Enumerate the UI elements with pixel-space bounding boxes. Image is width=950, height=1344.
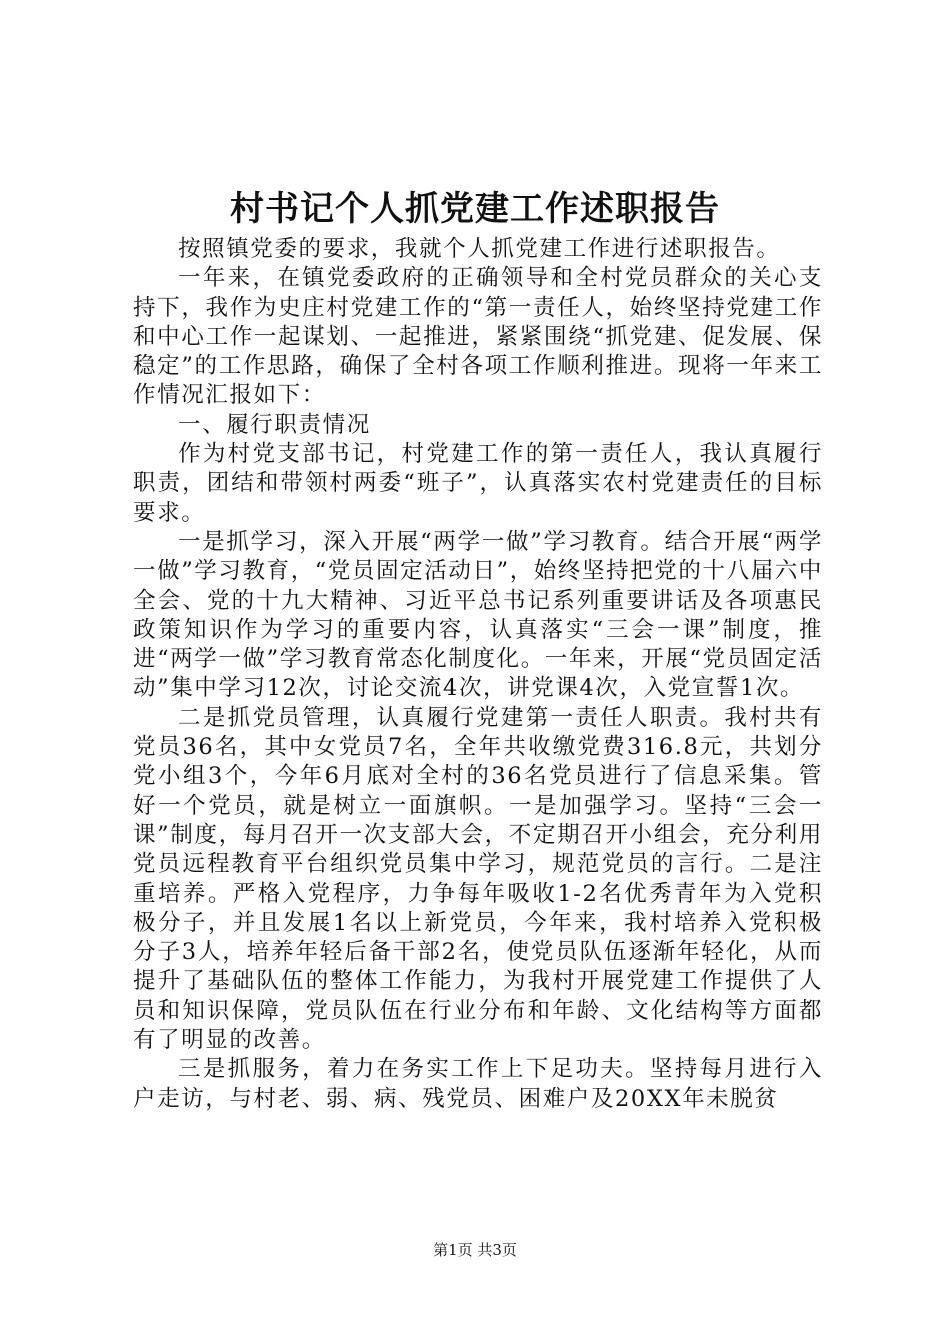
document-body bbox=[133, 235, 823, 1114]
page-number: 第1页 共3页 bbox=[433, 1241, 517, 1259]
paragraph-duties: 作为村党支部书记，村党建工作的第一责任人，我认真履行职责，团结和带领村两委“班子”，认真落实农村党建责任的目标要求。 bbox=[133, 441, 823, 526]
paragraph-member-management: 二是抓党员管理，认真履行党建第一责任人职责。我村共有党员36名，其中女党员7名，全年共收缴党费316.8元，共划分党小组3个，今年6月底对全村的36名党员进行了信息采集。管好一个党员，就是树立一面旗帜。一是加强学习。坚持“三会一课”制度，每月召开一次支部大会，不定期召开小组会，充分利用党员远程教育平台组织党员集中学习，规范党员的言行。二是注重培养。严格入党程序，力争每年吸收1-2名优秀青年为入党积极分子，并且发展1名以上新党员，今年来，我村培养入党积极分子3人，培养年轻后备干部2名，使党员队伍逐渐年轻化，从而提升了基础队伍的整体工作能力，为我村开展党建工作提供了人员和知识保障，党员队伍在行业分布和年龄、文化结构等方面都有了明显的改善。 bbox=[133, 704, 823, 1054]
paragraph-study: 一是抓学习，深入开展“两学一做”学习教育。结合开展“两学一做”学习教育，“党员固定活动日”，始终坚持把党的十八届六中全会、党的十九大精神、习近平总书记系列重要讲话及各项惠民政策知识作为学习的重要内容，认真落实“三会一课”制度，推进“两学一做”学习教育常态化制度化。一年来，开展“党员固定活动”集中学习12次，讨论交流4次，讲党课4次，入党宣誓1次。 bbox=[133, 528, 824, 702]
document-title: 村书记个人抓党建工作述职报告 bbox=[230, 189, 720, 229]
section-heading-duties: 一、履行职责情况 bbox=[178, 411, 371, 438]
paragraph-service: 三是抓服务，着力在务实工作上下足功夫。坚持每月进行入户走访，与村老、弱、病、残党员、困难户及20XX年未脱贫 bbox=[133, 1056, 823, 1112]
paragraph-intro: 按照镇党委的要求，我就个人抓党建工作进行述职报告。 bbox=[178, 236, 781, 262]
page-footer bbox=[0, 1240, 950, 1260]
paragraph-overview: 一年来，在镇党委政府的正确领导和全村党员群众的关心支持下，我作为史庄村党建工作的“第一责任人，始终坚持党建工作和中心工作一起谋划、一起推进，紧紧围绕“抓党建、促发展、保稳定”的工作思路，确保了全村各项工作顺利推进。现将一年来工作情况汇报如下： bbox=[133, 265, 823, 409]
